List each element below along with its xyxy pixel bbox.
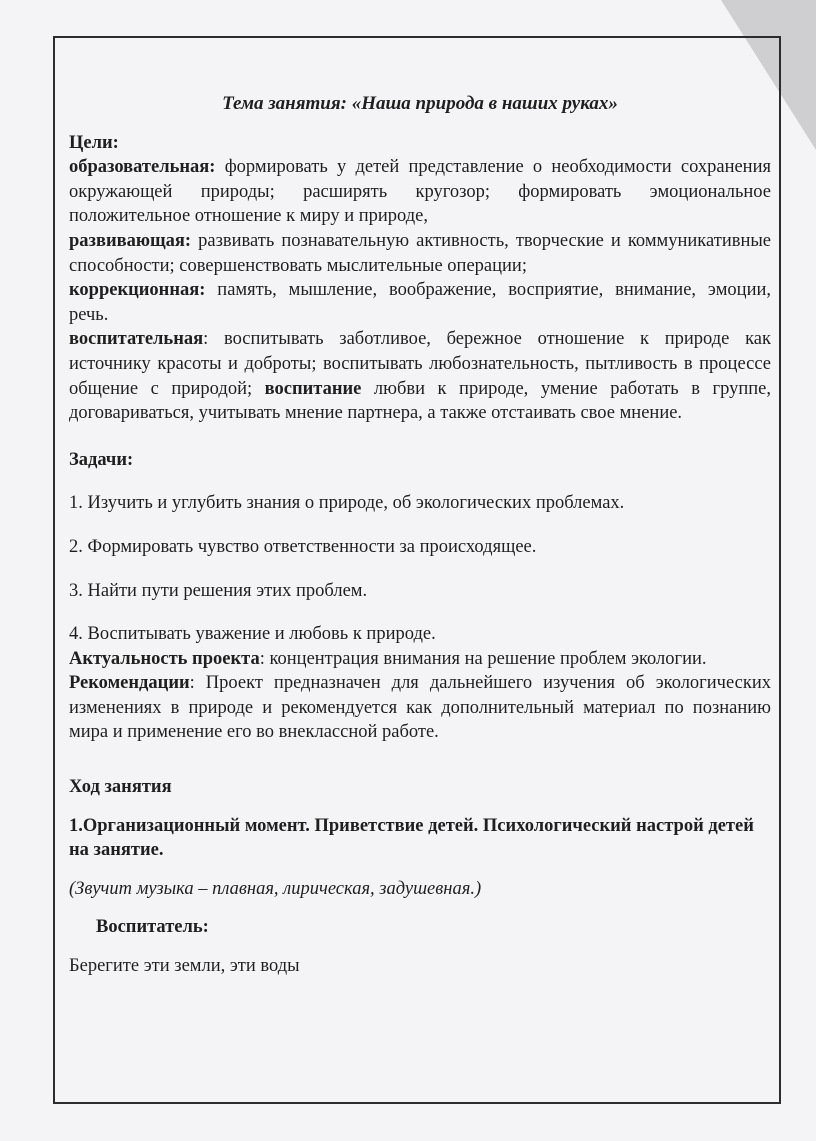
goal-correctional-text: память, мышление, воображение, восприятие, внимание, эмоции, речь.	[69, 280, 771, 325]
project-relevance	[69, 647, 771, 672]
task-item-4: 4. Воспитывать уважение и любовь к природе.	[69, 624, 436, 645]
goal-educational-label: образовательная:	[69, 157, 216, 178]
goal-upbringing-text-2: любви к природе, умение работать в группе, договариваться, учитывать мнение партнера, а также отстаивать свое мнение.	[69, 378, 771, 424]
task-item-1: 1. Изучить и углубить знания о природе, об экологических проблемах.	[69, 493, 625, 514]
relevance-label: Актуальность проекта	[69, 648, 260, 669]
poem-first-line: Берегите эти земли, эти воды	[69, 956, 300, 977]
recommendations	[69, 671, 771, 745]
goal-upbringing	[69, 327, 771, 425]
goals-heading: Цели:	[69, 132, 119, 153]
recommendations-label: Рекомендации	[69, 673, 190, 694]
task-item-3: 3. Найти пути решения этих проблем.	[69, 580, 368, 601]
recommendations-text: : Проект предназначен для дальнейшего изучения об экологических изменениях в природе и рекомендуется как дополнительный материал по познанию мира и применение его во внеклассной работе.	[69, 673, 771, 743]
lesson-title: Тема занятия: «Наша природа в наших руках»	[222, 93, 618, 114]
relevance-text: : концентрация внимания на решение проблем экологии.	[259, 648, 707, 669]
lesson-progress-heading: Ход занятия	[69, 777, 172, 798]
task-item-2: 2. Формировать чувство ответственности за происходящее.	[69, 536, 537, 557]
goal-upbringing-label-2: воспитание	[264, 378, 362, 399]
goal-educational-text: формировать у детей представление о необходимости сохранения окружающей природы; расширять кругозор; формировать эмоциональное положительное отношение к миру и природе,	[69, 157, 771, 227]
goal-upbringing-label: воспитательная	[69, 329, 204, 350]
music-note: (Звучит музыка – плавная, лирическая, задушевная.)	[69, 878, 482, 899]
tasks-heading: Задачи:	[69, 449, 134, 470]
goal-developing-label: развивающая:	[69, 230, 192, 251]
goal-educational	[69, 155, 771, 229]
document-content	[69, 92, 771, 979]
goal-correctional-label: коррекционная:	[69, 280, 206, 301]
goal-upbringing-text: : воспитывать заботливое, бережное отношение к природе как источнику красоты и доброты; воспитывать любознательность, пытливость в процессе общение с природой;	[69, 329, 771, 399]
educator-label: Воспитатель:	[96, 917, 209, 938]
goal-correctional	[69, 278, 771, 327]
goal-developing-text: развивать познавательную активность, творческие и коммуникативные способности; совершенствовать мыслительные операции;	[69, 230, 771, 276]
stage-1-heading: 1.Организационный момент. Приветствие детей. Психологический настрой детей на занятие.	[69, 815, 754, 861]
goal-developing	[69, 229, 771, 278]
